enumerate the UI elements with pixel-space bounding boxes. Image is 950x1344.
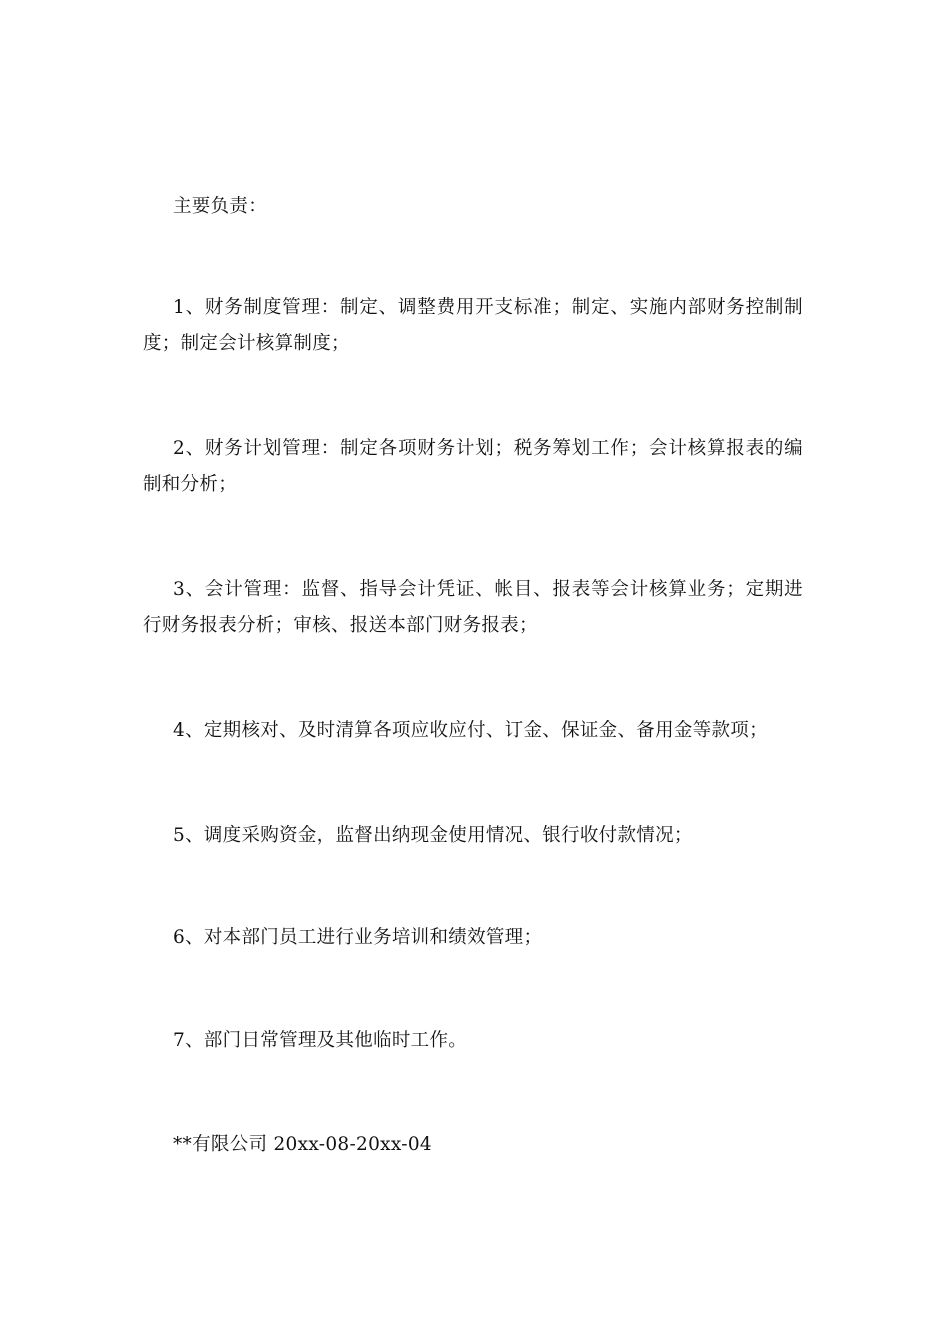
duty-item-5: 5、调度采购资金，监督出纳现金使用情况、银行收付款情况；: [173, 825, 693, 846]
section-heading: 主要负责：: [173, 196, 268, 217]
duty-item-6: 6、对本部门员工进行业务培训和绩效管理；: [173, 927, 543, 948]
duty-item-3: 3、会计管理：监督、指导会计凭证、帐目、报表等会计核算业务；定期进行财务报表分析；审核、报送本部门财务报表；: [143, 579, 803, 636]
duty-item-7: 7、部门日常管理及其他临时工作。: [173, 1030, 468, 1051]
duty-item-2: 2、财务计划管理：制定各项财务计划；税务筹划工作；会计核算报表的编制和分析；: [143, 438, 803, 495]
duty-item-1: 1、财务制度管理：制定、调整费用开支标准；制定、实施内部财务控制制度；制定会计核算制度；: [143, 297, 803, 354]
duty-item-4: 4、定期核对、及时清算各项应收应付、订金、保证金、备用金等款项；: [173, 720, 768, 741]
company-date-footer: **有限公司 20xx-08-20xx-04: [173, 1134, 432, 1155]
